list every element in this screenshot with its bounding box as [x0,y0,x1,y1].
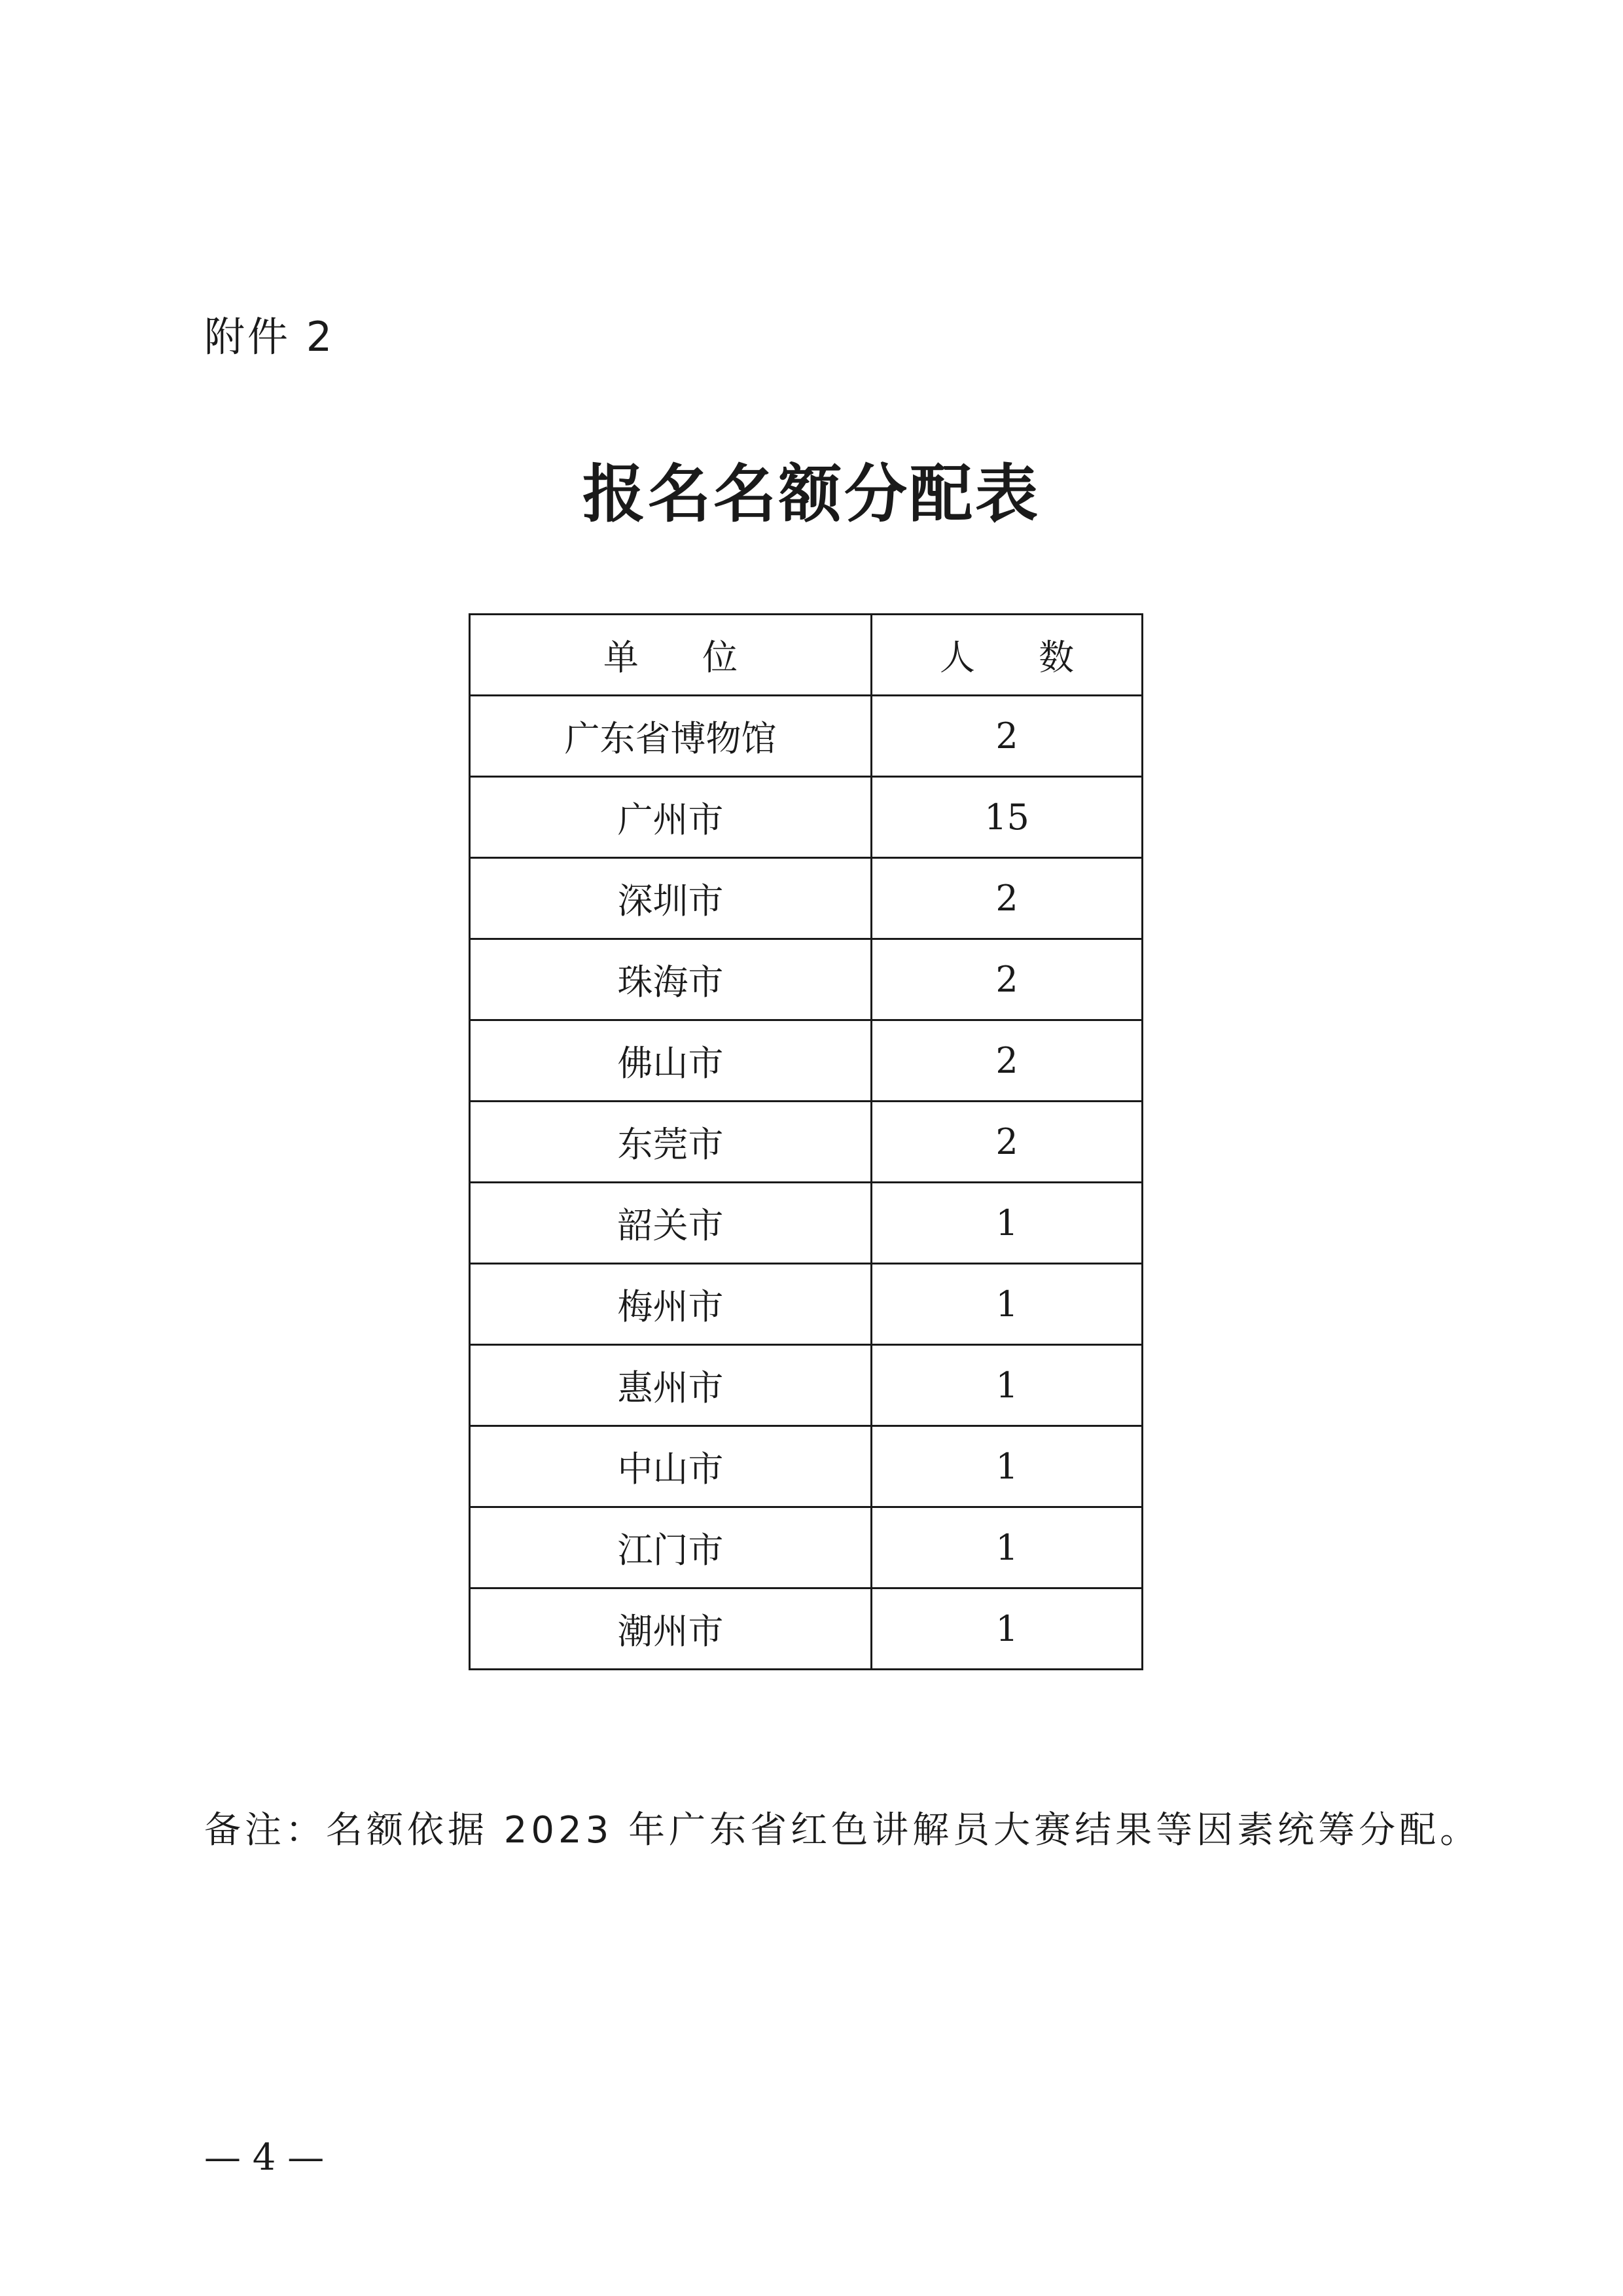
cell-unit: 中山市 [470,1426,872,1507]
cell-unit: 东莞市 [470,1102,872,1183]
cell-count: 2 [872,1102,1143,1183]
table-header-row [470,615,1143,696]
attachment-label: 附件 2 [204,313,335,361]
table-row [470,1345,1143,1426]
cell-count: 1 [872,1183,1143,1264]
header-count: 人 数 [872,615,1143,696]
quota-table [469,613,1143,1670]
cell-unit: 珠海市 [470,939,872,1020]
cell-count: 2 [872,939,1143,1020]
table-row [470,1588,1143,1670]
cell-count: 1 [872,1588,1143,1670]
cell-unit: 广州市 [470,777,872,858]
cell-count: 1 [872,1426,1143,1507]
table-row [470,777,1143,858]
table-row [470,939,1143,1020]
cell-unit: 梅州市 [470,1264,872,1345]
document-title: 报名名额分配表 [582,457,1041,531]
cell-count: 1 [872,1345,1143,1426]
cell-count: 15 [872,777,1143,858]
cell-count: 1 [872,1507,1143,1588]
table-row [470,1507,1143,1588]
table-row [470,1102,1143,1183]
table-row [470,858,1143,939]
cell-count: 2 [872,858,1143,939]
cell-unit: 江门市 [470,1507,872,1588]
cell-unit: 广东省博物馆 [470,696,872,777]
remark-note: 备注：名额依据 2023 年广东省红色讲解员大赛结果等因素统筹分配。 [204,1809,1481,1852]
page-number: — 4 — [204,2136,325,2179]
table-row [470,1020,1143,1102]
cell-count: 2 [872,1020,1143,1102]
cell-unit: 深圳市 [470,858,872,939]
cell-unit: 惠州市 [470,1345,872,1426]
cell-unit: 韶关市 [470,1183,872,1264]
cell-count: 1 [872,1264,1143,1345]
table-row [470,1426,1143,1507]
table-row [470,1183,1143,1264]
table-row [470,696,1143,777]
cell-unit: 佛山市 [470,1020,872,1102]
cell-unit: 潮州市 [470,1588,872,1670]
cell-count: 2 [872,696,1143,777]
header-unit: 单 位 [470,615,872,696]
table-row [470,1264,1143,1345]
